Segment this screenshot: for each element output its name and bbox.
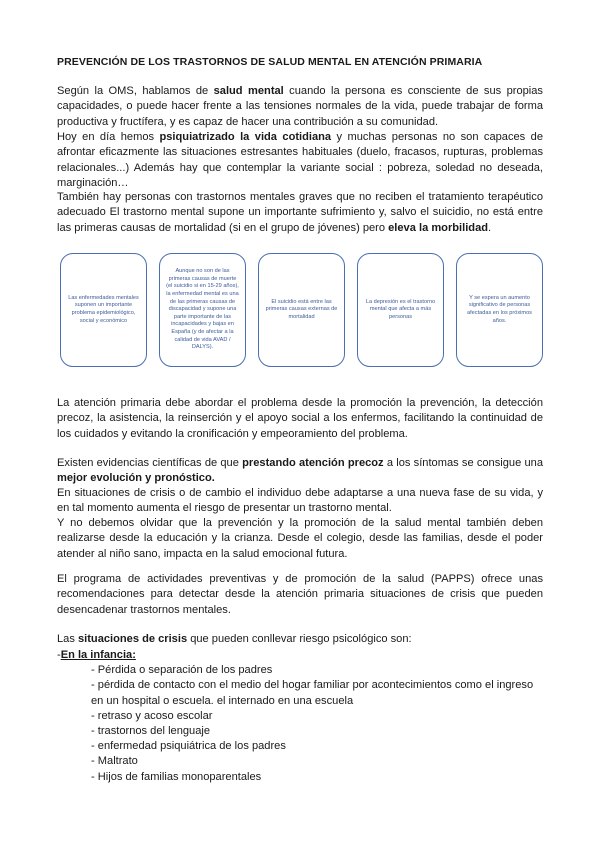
info-box-epidemiological: Las enfermedades mentales suponen un importante problema epidemiológico, social y económico <box>60 253 147 367</box>
text: . <box>488 221 492 234</box>
list-item: - Maltrato <box>91 755 138 768</box>
list-item <box>57 678 547 708</box>
document-title: PREVENCIÓN DE LOS TRASTORNOS DE SALUD MENTAL EN ATENCIÓN PRIMARIA <box>57 56 483 68</box>
paragraph-severe-disorders <box>57 190 543 236</box>
bold-text: situaciones de crisis <box>77 633 188 645</box>
text: Hoy en día hemos <box>57 131 160 143</box>
paragraph-oms-definition <box>57 84 543 130</box>
info-box-disability: Aunque no son de las primeras causas de muerte (el suicidio si en 15-29 años), la enfermedad mental es una de las primeras causas de discapacidad y supone una parte importante de las incapacidades y bajas en España (y de afectar a la calidad de vida AVAD / DALYS). <box>159 253 246 367</box>
bold-text: eleva la morbilidad <box>388 221 489 234</box>
bold-text: psiquiatrizado la vida cotidiana <box>159 131 332 143</box>
list-item: - trastornos del lenguaje <box>91 725 211 738</box>
info-box-suicide: El suicidio está entre las primeras causas externas de mortalidad <box>258 253 345 367</box>
bold-text: salud mental <box>213 85 284 97</box>
text: que pueden conllevar riesgo psicológico son: <box>187 633 412 645</box>
text: y muchas personas no son capaces de afrontar eficazmente las situaciones estresantes habituales (duelo, fracasos, rupturas, problemas relacionales...) Además hay que contemplar la variante social : pobreza, soledad no deseada, marginación… <box>57 131 543 190</box>
list-item: - Pérdida o separación de los padres <box>91 664 273 677</box>
paragraph-education: Y no debemos olvidar que la prevención y la promoción de la salud mental también deben realizarse desde la educación y la crianza. Desde el colegio, desde las familias, desde el poder atender al niño sano, impacta en la salud emocional futura. <box>57 517 543 560</box>
bold-text: prestando atención precoz <box>242 457 384 469</box>
info-box-depression: La depresión es el trastorno mental que afecta a más personas <box>357 253 444 367</box>
paragraph-crisis-intro <box>57 632 543 647</box>
text: cuando la persona es consciente de sus propias capacidades, o puede hacer frente a las tensiones normales de la vida, puede trabajar de forma productiva y fructífera, y es capaz de hacer una contribución a su comunidad. <box>57 85 543 128</box>
list-heading-label: En la infancia: <box>60 649 136 661</box>
info-boxes-diagram <box>58 250 542 370</box>
list-item: - Hijos de familias monoparentales <box>91 770 262 783</box>
paragraph-crisis-situations: En situaciones de crisis o de cambio el individuo debe adaptarse a una nueva fase de su vida, y en tal momento aumenta el riesgo de presentar un trastorno mental. <box>57 487 543 515</box>
paragraph-papps: El programa de actividades preventivas y de promoción de la salud (PAPPS) ofrece unas recomendaciones para detectar desde la atención primaria situaciones de crisis que pueden desencadenar trastornos mentales. <box>57 573 543 616</box>
text: a los síntomas se consigue una <box>383 457 543 469</box>
list-item-text: - pérdida de contacto con el medio del hogar familiar por acontecimientos como el ingreso en un hospital o escuela. el internado en una escuela <box>91 679 534 707</box>
list-item: - enfermedad psiquiátrica de los padres <box>91 740 286 753</box>
list-heading-dash: - <box>57 649 61 661</box>
text: Existen evidencias científicas de que <box>57 457 243 469</box>
text: También hay personas con trastornos mentales graves que no reciben el tratamiento terapéutico adecuado El trastorno mental supone un importante sufrimiento y, salvo el suicidio, no está entre las primeras causas de mortalidad (si en el grupo de jóvenes) pero <box>57 191 543 234</box>
text: Según la OMS, hablamos de <box>57 85 214 97</box>
list-item: - retraso y acoso escolar <box>91 709 213 722</box>
info-box-increase: Y se espera un aumento significativo de personas afectadas en los próximos años. <box>456 253 543 367</box>
bold-text: mejor evolución y pronóstico. <box>57 472 215 485</box>
crisis-list <box>57 648 547 785</box>
list-heading <box>57 648 547 663</box>
text: Las <box>57 633 78 645</box>
paragraph-primary-care: La atención primaria debe abordar el problema desde la promoción la prevención, la detección precoz, la asistencia, la reinserción y el apoyo social a los enfermos, facilitando la continuidad de los cuidados y evitando la cronificación y empeoramiento del problema. <box>57 397 543 440</box>
paragraph-early-attention <box>57 456 543 487</box>
paragraph-psychiatrization <box>57 130 543 192</box>
